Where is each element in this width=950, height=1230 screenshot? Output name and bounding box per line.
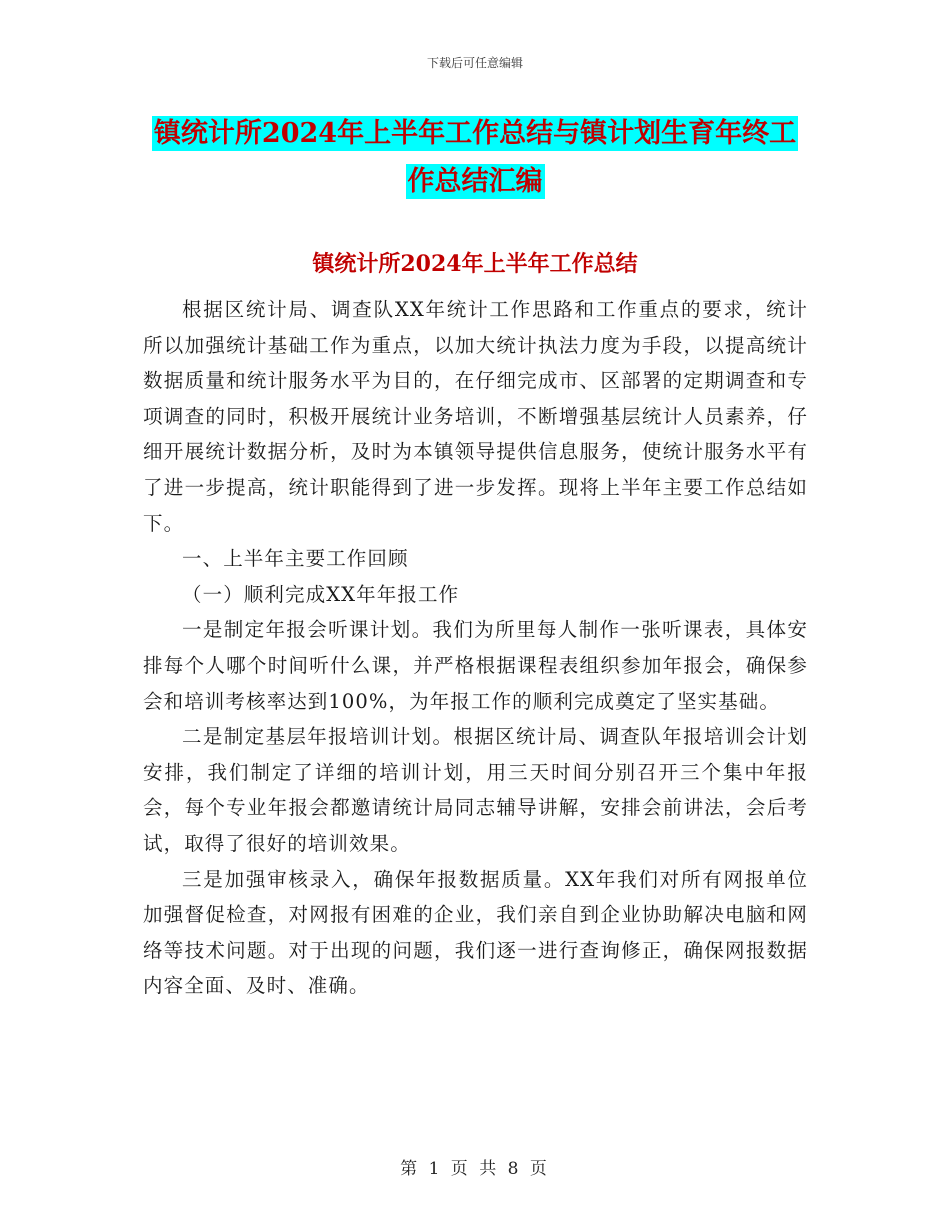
- page-footer: 第 1 页 共 8 页: [400, 1159, 550, 1179]
- title-highlight-1: 镇统计所2024年上半年工作总结与镇计划生育年终工: [153, 118, 797, 149]
- document-title-line-2: [0, 158, 950, 206]
- document-title-line-1: [0, 110, 950, 158]
- heading-level-1: 一、上半年主要工作回顾: [182, 547, 409, 571]
- heading-level-2: （一）顺利完成XX年年报工作: [182, 582, 460, 606]
- paragraph-item-1: 一是制定年报会听课计划。我们为所里每人制作一张听课表，具体安排每个人哪个时间听什么课，并严格根据课程表组织参加年报会，确保参会和培训考核率达到100%，为年报工作的顺利完成奠定了坚实基础。: [143, 618, 808, 713]
- title-highlight-2: 作总结汇编: [407, 166, 543, 197]
- paragraph-intro: 根据区统计局、调查队XX年统计工作思路和工作重点的要求，统计所以加强统计基础工作为重点，以加大统计执法力度为手段，以提高统计数据质量和统计服务水平为目的，在仔细完成市、区部署的定期调查和专项调查的同时，积极开展统计业务培训，不断增强基层统计人员素养，仔细开展统计数据分析，及时为本镇领导提供信息服务，使统计服务水平有了进一步提高，统计职能得到了进一步发挥。现将上半年主要工作总结如下。: [143, 298, 808, 535]
- document-title: [0, 110, 950, 206]
- section-title: 镇统计所2024年上半年工作总结: [312, 251, 638, 277]
- document-body: [143, 292, 808, 1004]
- paragraph-item-3: 三是加强审核录入，确保年报数据质量。XX年我们对所有网报单位加强督促检查，对网报有困难的企业，我们亲自到企业协助解决电脑和网络等技术问题。对于出现的问题，我们逐一进行查询修正，确保网报数据内容全面、及时、准确。: [143, 867, 808, 998]
- header-note: 下载后可任意编辑: [426, 56, 523, 70]
- paragraph-item-2: 二是制定基层年报培训计划。根据区统计局、调查队年报培训会计划安排，我们制定了详细的培训计划，用三天时间分别召开三个集中年报会，每个专业年报会都邀请统计局同志辅导讲解，安排会前讲法，会后考试，取得了很好的培训效果。: [143, 725, 808, 855]
